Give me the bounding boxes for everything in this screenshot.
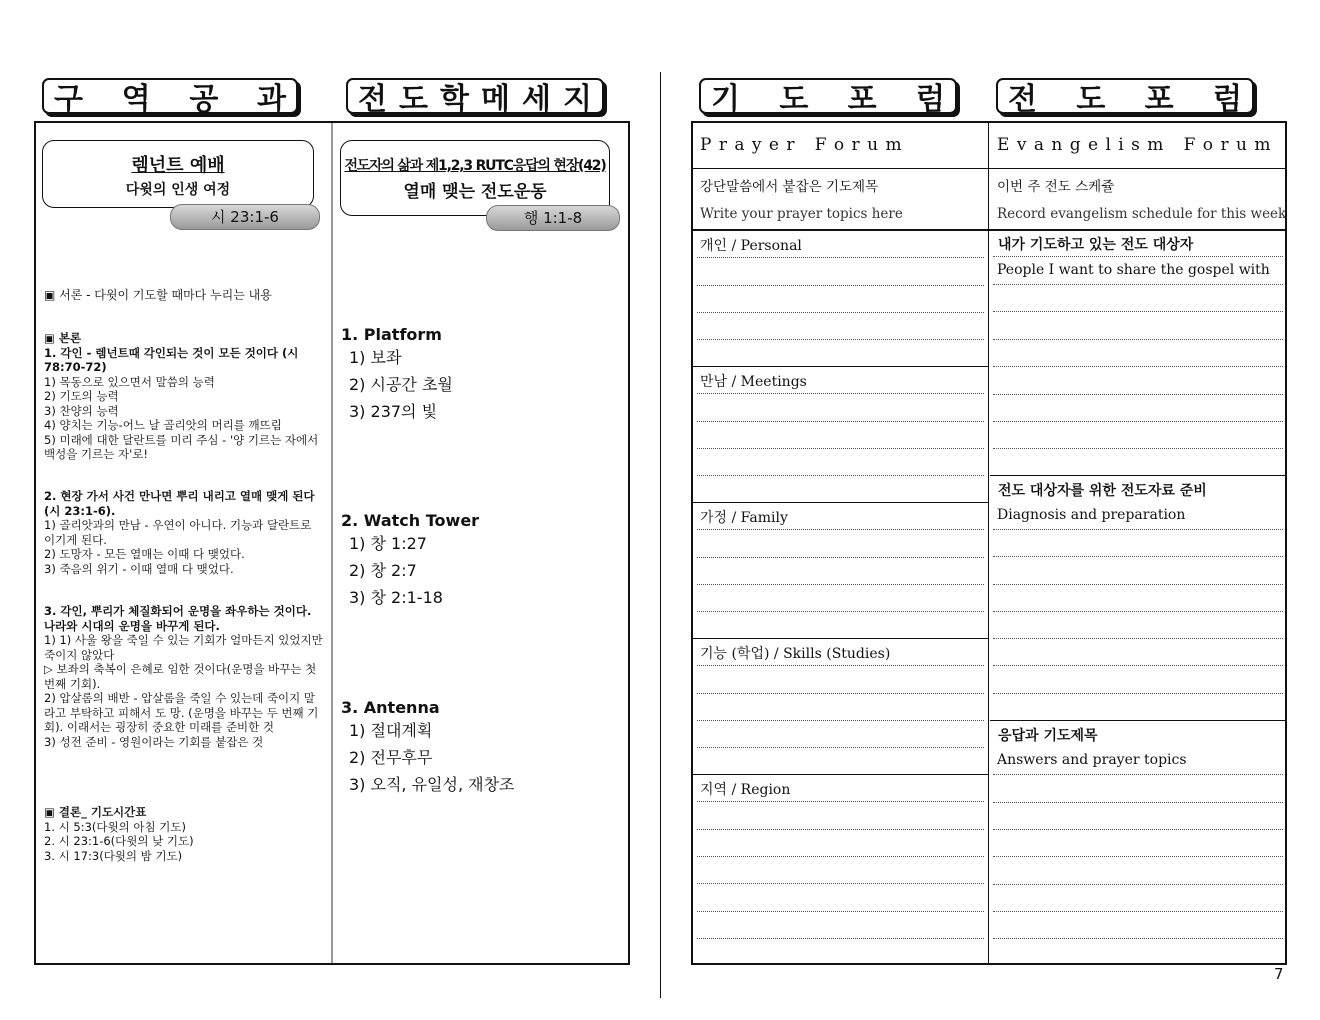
- title-char: 도: [399, 82, 428, 117]
- lesson-section2: [44, 489, 326, 576]
- section2-title: 2. 현장 가서 사건 만나면 뿌리 내리고 열매 맺게 된다(시 23:1-6).: [44, 489, 315, 518]
- writing-line: [993, 693, 1283, 694]
- section1-title: 1. 각인 - 렘넌트때 각인되는 것이 모든 것이다 (시 78:70-72): [44, 345, 299, 374]
- list-item: 3) 237의 빛: [349, 402, 438, 421]
- list-item: 3) 창 2:1-18: [349, 588, 443, 607]
- title-char: 기: [711, 82, 740, 117]
- lesson-conclusion: [44, 805, 326, 863]
- writing-line: [993, 911, 1283, 912]
- writing-line: [993, 394, 1283, 395]
- writing-line: [993, 611, 1283, 612]
- writing-line: [697, 801, 984, 802]
- list-item: 1) 보좌: [349, 348, 402, 367]
- evangelism-intro-kr: 이번 주 전도 스케쥴: [997, 179, 1115, 195]
- title-char: 지: [563, 82, 592, 117]
- prayer-intro-kr: 강단말씀에서 붙잡은 기도제목: [700, 179, 879, 195]
- lesson-reference: 시 23:1-6: [170, 204, 320, 230]
- prayer-intro-en: Write your prayer topics here: [700, 206, 903, 222]
- title-char: 도: [779, 82, 809, 117]
- header-divider: [693, 168, 1285, 169]
- section-divider: [693, 774, 988, 775]
- writing-line: [697, 285, 984, 286]
- writing-line: [993, 584, 1283, 585]
- evangelism-forum-header: E v a n g e l i s m F o r u m: [997, 135, 1272, 155]
- writing-line: [993, 448, 1283, 449]
- title-char: 도: [1076, 82, 1106, 117]
- forum-column-divider: [988, 123, 989, 963]
- title-char: 공: [189, 82, 219, 117]
- writing-line: [993, 856, 1283, 857]
- writing-line: [993, 284, 1283, 285]
- list-item: 1) 1) 사울 왕을 죽일 수 있는 기회가 얼마든지 있었지만 죽이지 않았다: [44, 633, 323, 662]
- list-item: 1) 창 1:27: [349, 534, 427, 553]
- evangelism-answers-kr: 응답과 기도제목: [998, 728, 1098, 744]
- evangelism-prep-kr: 전도 대상자를 위한 전도자료 준비: [998, 483, 1207, 499]
- writing-line: [697, 747, 984, 748]
- title-char: 럼: [915, 82, 945, 117]
- lesson-section3: [44, 604, 326, 749]
- evangelism-intro-en: Record evangelism schedule for this week: [997, 206, 1287, 222]
- title-evangelism-message: [346, 78, 604, 117]
- list-item: 4) 양치는 기능-어느 날 골리앗의 머리를 깨뜨림: [44, 418, 282, 432]
- list-item: 1) 절대계획: [349, 721, 433, 740]
- writing-line: [697, 393, 984, 394]
- list-item: 5) 미래에 대한 달란트를 미리 주심 - '양 기르는 자에서 백성을 기르는 자'로!: [44, 432, 319, 461]
- writing-line: [697, 529, 984, 530]
- section-divider: [693, 638, 988, 639]
- writing-line: [993, 829, 1283, 830]
- title-evangelism-forum: [996, 78, 1254, 117]
- writing-line: [697, 312, 984, 313]
- page-fold-line: [660, 72, 661, 998]
- list-item: ▷ 보좌의 축복이 은혜로 임한 것이다(운명을 바꾸는 첫 번째 기회).: [44, 662, 317, 691]
- section-personal: 개인 / Personal: [700, 238, 802, 254]
- message-section-watchtower: [341, 511, 621, 611]
- message-section-antenna: [341, 698, 621, 798]
- section-divider: [693, 502, 988, 503]
- evangelism-target-en: People I want to share the gospel with: [997, 262, 1270, 278]
- evangelism-answers-en: Answers and prayer topics: [997, 752, 1187, 768]
- section-meetings: 만남 / Meetings: [700, 374, 807, 390]
- title-district-lesson: [42, 78, 298, 117]
- title-char: 세: [522, 82, 551, 117]
- list-item: 1) 목동으로 있으면서 말씀의 능력: [44, 374, 215, 389]
- lesson-title: 렘넌트 예배: [131, 155, 225, 176]
- list-item: 3) 오직, 유일성, 재창조: [349, 775, 515, 794]
- list-item: 2. 시 23:1-6(다윗의 낮 기도): [44, 834, 194, 848]
- title-char: 구: [54, 82, 83, 117]
- writing-line: [697, 911, 984, 912]
- writing-line: [993, 256, 1283, 257]
- title-char: 과: [257, 82, 286, 117]
- writing-line: [697, 856, 984, 857]
- section-divider: [693, 366, 988, 367]
- section-divider: [990, 720, 1285, 721]
- list-item: 2) 압살롬의 배반 - 압살롬을 죽일 수 있는데 죽이지 말라고 부탁하고 피해서 도 망. (운명을 바꾸는 두 번째 기회). 이래서는 굉장히 중요한 미래를 준비한 것: [44, 691, 319, 734]
- writing-line: [697, 829, 984, 830]
- writing-line: [993, 366, 1283, 367]
- writing-line: [993, 638, 1283, 639]
- section-region: 지역 / Region: [700, 782, 791, 798]
- evangelism-target-kr: 내가 기도하고 있는 전도 대상자: [998, 237, 1194, 253]
- intro-divider: [693, 229, 1285, 231]
- list-item: 2) 전무후무: [349, 748, 433, 767]
- writing-line: [993, 529, 1283, 530]
- writing-line: [697, 421, 984, 422]
- writing-line: [697, 339, 984, 340]
- message-subtitle: 열매 맺는 전도운동: [403, 182, 547, 202]
- list-item: 3. 시 17:3(다윗의 밤 기도): [44, 848, 183, 863]
- lesson-body: [44, 331, 326, 462]
- writing-line: [993, 938, 1283, 939]
- section-title: 2. Watch Tower: [341, 511, 480, 530]
- title-char: 전: [1008, 82, 1037, 117]
- writing-line: [697, 938, 984, 939]
- list-item: 1. 시 5:3(다윗의 아침 기도): [44, 819, 186, 834]
- writing-line: [697, 257, 984, 258]
- section-skills: 기능 (학업) / Skills (Studies): [700, 646, 891, 662]
- writing-line: [697, 475, 984, 476]
- writing-line: [993, 421, 1283, 422]
- title-char: 포: [847, 82, 877, 117]
- writing-line: [993, 802, 1283, 803]
- title-char: 학: [440, 82, 469, 117]
- title-char: 역: [121, 82, 151, 117]
- section3-title: 3. 각인, 뿌리가 체질화되어 운명을 좌우하는 것이다. 나라와 시대의 운명을 바꾸게 된다.: [44, 604, 312, 633]
- title-char: 포: [1144, 82, 1174, 117]
- writing-line: [697, 665, 984, 666]
- list-item: 1) 골리앗과의 만남 - 우연이 아니다. 기능과 달란트로 이기게 된다.: [44, 518, 312, 547]
- writing-line: [993, 556, 1283, 557]
- list-item: 2) 시공간 초월: [349, 375, 453, 394]
- prayer-forum-header: P r a y e r F o r u m: [700, 135, 903, 155]
- writing-line: [993, 665, 1283, 666]
- section-divider: [990, 475, 1285, 476]
- lesson-subtitle: 다윗의 인생 여정: [125, 182, 231, 198]
- writing-line: [697, 611, 984, 612]
- writing-line: [993, 884, 1283, 885]
- page-number: 7: [1274, 965, 1284, 983]
- section-title: 1. Platform: [341, 325, 442, 344]
- title-char: 전: [358, 82, 387, 117]
- list-item: 3) 찬양의 능력: [44, 403, 119, 418]
- lesson-header-box: [42, 140, 314, 208]
- list-item: 2) 도망자 - 모든 열매는 이때 다 맺었다.: [44, 547, 245, 561]
- body-label: ▣ 본론: [44, 331, 82, 345]
- writing-line: [697, 693, 984, 694]
- title-char: 메: [481, 82, 510, 117]
- message-section-platform: [341, 325, 621, 425]
- conclusion-title: ▣ 결론_ 기도시간표: [44, 805, 147, 819]
- title-prayer-forum: [699, 78, 957, 117]
- writing-line: [993, 774, 1283, 775]
- message-title: 전도자의 삶과 제1,2,3 RUTC응답의 현장(42): [344, 158, 606, 174]
- writing-line: [697, 720, 984, 721]
- writing-line: [697, 883, 984, 884]
- list-item: 2) 기도의 능력: [44, 389, 119, 403]
- section-family: 가정 / Family: [700, 510, 788, 526]
- title-char: 럼: [1212, 82, 1242, 117]
- column-divider: [331, 123, 333, 963]
- writing-line: [993, 339, 1283, 340]
- section-title: 3. Antenna: [341, 698, 440, 717]
- writing-line: [697, 584, 984, 585]
- evangelism-prep-en: Diagnosis and preparation: [997, 507, 1186, 523]
- lesson-intro: ▣ 서론 - 다윗이 기도할 때마다 누리는 내용: [44, 288, 272, 302]
- list-item: 3) 성전 준비 - 영원이라는 기회를 붙잡은 것: [44, 734, 264, 749]
- message-reference: 행 1:1-8: [486, 205, 620, 231]
- writing-line: [993, 311, 1283, 312]
- writing-line: [697, 448, 984, 449]
- list-item: 2) 창 2:7: [349, 561, 417, 580]
- writing-line: [697, 557, 984, 558]
- list-item: 3) 죽음의 위기 - 이때 열매 다 맺었다.: [44, 561, 234, 576]
